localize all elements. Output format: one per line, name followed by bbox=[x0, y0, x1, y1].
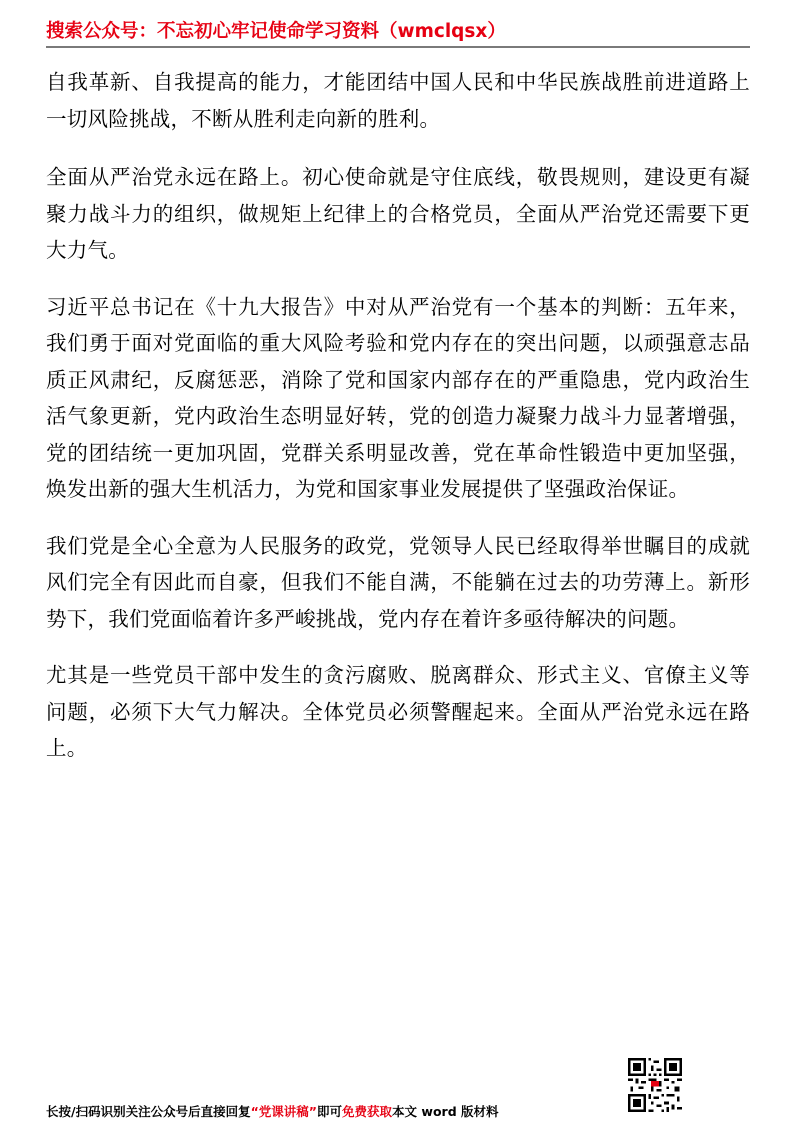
paragraph-4: 我们党是全心全意为人民服务的政党，党领导人民已经取得举世瞩目的成就风们完全有因此而自豪，但我们不能自满，不能躺在过去的功劳薄上。新形势下，我们党面临着许多严峻挑战，党内存在着许多亟待解决的问题。 bbox=[46, 533, 750, 631]
footer-text-2: 即可 bbox=[317, 1104, 343, 1119]
header-title: 搜索公众号：不忘初心牢记使命学习资料（wmclqsx） bbox=[46, 21, 506, 42]
page-header bbox=[46, 20, 750, 48]
footer-keyword: “党课讲稿” bbox=[250, 1104, 318, 1119]
document-body bbox=[46, 64, 750, 787]
footer-note bbox=[46, 1103, 499, 1121]
footer-text-3: 本文 word 版材料 bbox=[392, 1104, 499, 1119]
footer-text-1: 长按/扫码识别关注公众号后直接回复 bbox=[46, 1104, 251, 1119]
paragraph-2: 全面从严治党永远在路上。初心使命就是守住底线，敬畏规则，建设更有凝聚力战斗力的组织，做规矩上纪律上的合格党员，全面从严治党还需要下更大力气。 bbox=[46, 165, 750, 262]
paragraph-3: 习近平总书记在《十九大报告》中对从严治党有一个基本的判断：五年来，我们勇于面对党面临的重大风险考验和党内存在的突出问题，以顽强意志品质正风肃纪，反腐惩恶，消除了党和国家内部存在的严重隐患，党内政治生活气象更新，党内政治生态明显好转，党的创造力凝聚力战斗力显著增强，党的团结统一更加巩固，党群关系明显改善，党在革命性锻造中更加坚强，焕发出新的强大生机活力，为党和国家事业发展提供了坚强政治保证。 bbox=[46, 294, 750, 501]
footer-free: 免费获取 bbox=[342, 1104, 393, 1119]
paragraph-1: 自我革新、自我提高的能力，才能团结中国人民和中华民族战胜前进道路上一切风险挑战，不断从胜利走向新的胜利。 bbox=[46, 70, 750, 131]
qr-code-icon[interactable] bbox=[628, 1058, 682, 1112]
paragraph-5: 尤其是一些党员干部中发生的贪污腐败、脱离群众、形式主义、官僚主义等问题，必须下大气力解决。全体党员必须警醒起来。全面从严治党永远在路上。 bbox=[46, 663, 750, 760]
